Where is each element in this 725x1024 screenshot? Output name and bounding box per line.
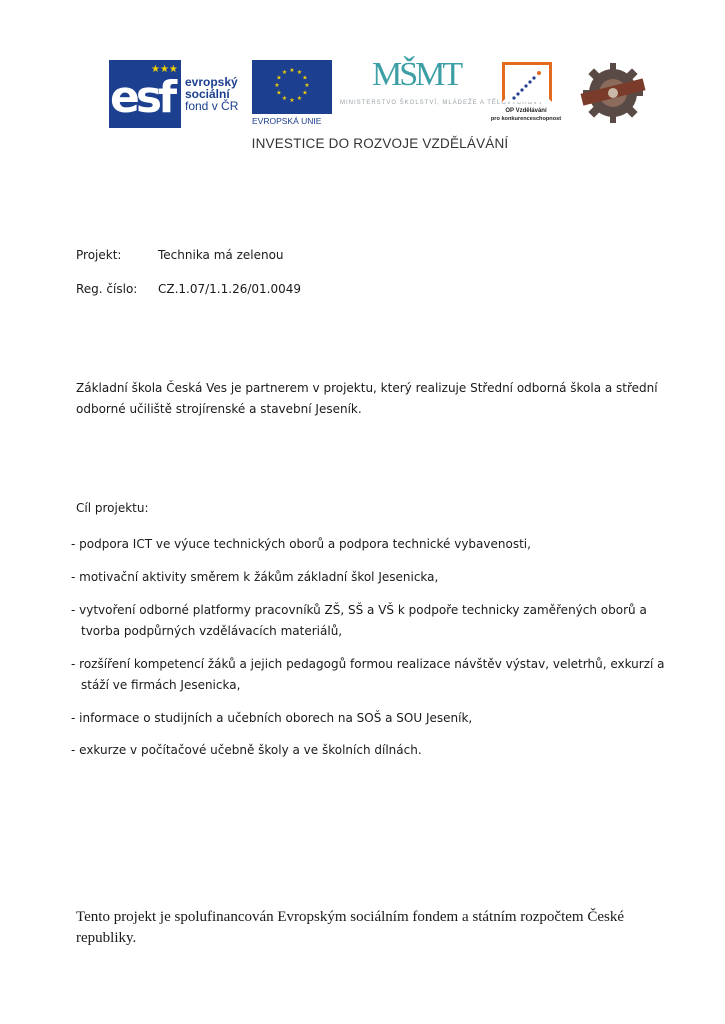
goal-item-text: - podpora ICT ve výuce technických oborů a podpora technické vybavenosti, [71, 537, 531, 551]
project-label: Projekt: [76, 248, 122, 262]
svg-text:★: ★ [281, 69, 288, 76]
op-vzdelavani-logo [480, 58, 572, 126]
svg-text:★: ★ [302, 74, 308, 82]
goal-item [71, 534, 671, 555]
esf-logo-mark [109, 60, 181, 128]
svg-text:★: ★ [296, 95, 303, 102]
goal-item-continuation: tvorba podpůrných vzdělávacích materiálů, [81, 624, 343, 638]
school-gear-logo [575, 60, 651, 126]
svg-text:★: ★ [302, 89, 308, 97]
partner-paragraph: Základní škola Česká Ves je partnerem v projektu, který realizuje Střední odborná škola a střední odborné učiliště strojírenské a stavební Jeseník. [76, 381, 658, 416]
esf-logo-letters: esf [110, 72, 174, 123]
op-logo-line1: OP Vzdělávání [505, 108, 547, 114]
cofinance-note: Tento projekt je spolufinancován Evropským sociálním fondem a státním rozpočtem České republiky. [76, 909, 624, 946]
esf-logo-line2: sociální [185, 87, 230, 101]
goal-item [71, 740, 671, 761]
msmt-logo-caption: MINISTERSTVO ŠKOLSTVÍ, MLÁDEŽE A TĚLOVÝCHOVY [340, 100, 544, 106]
esf-logo-line1: evropský [185, 75, 238, 89]
goal-item-text: - rozšíření kompetencí žáků a jejich pedagogů formou realizace návštěv výstav, veletrhů, exkurzí a [71, 657, 665, 671]
op-dots-icon [508, 68, 548, 102]
goal-item-continuation: stáží ve firmách Jesenicka, [81, 678, 241, 692]
eu-flag-icon [252, 60, 332, 114]
svg-text:★: ★ [289, 97, 295, 104]
goal-item [71, 708, 671, 729]
goal-item [71, 600, 671, 642]
gear-icon [575, 60, 651, 126]
goal-item-text: - motivační aktivity směrem k žákům základní škol Jesenicka, [71, 570, 439, 584]
svg-text:★: ★ [304, 82, 310, 89]
svg-text:★: ★ [274, 82, 280, 89]
msmt-logo-mark: MŠMT [372, 56, 461, 93]
op-logo-line2: pro konkurenceschopnost [490, 116, 562, 122]
svg-text:★: ★ [276, 89, 282, 97]
goals-heading: Cíl projektu: [76, 501, 149, 515]
goal-item-text: - exkurze v počítačové učebně školy a ve školních dílnách. [71, 743, 422, 757]
goal-item [71, 654, 671, 696]
svg-text:★: ★ [289, 67, 295, 74]
esf-logo-text [185, 76, 238, 112]
svg-text:★: ★ [281, 95, 288, 102]
goal-item [71, 567, 671, 588]
esf-logo-line3: fond v ČR [185, 99, 239, 113]
eu-logo-caption: EVROPSKÁ UNIE [252, 116, 322, 126]
registration-number: CZ.1.07/1.1.26/01.0049 [158, 282, 302, 296]
registration-label: Reg. číslo: [76, 282, 138, 296]
goal-item-text: - vytvoření odborné platformy pracovníků ZŠ, SŠ a VŠ k podpoře technicky zaměřených oborů a [71, 603, 647, 617]
goal-item-text: - informace o studijních a učebních oborech na SOŠ a SOU Jeseník, [71, 711, 473, 725]
esf-logo [109, 60, 245, 128]
eu-logo [252, 60, 332, 128]
esf-stars-icon: ★★★ [151, 64, 178, 75]
project-name: Technika má zelenou [158, 248, 284, 262]
svg-text:★: ★ [296, 69, 303, 76]
svg-text:★: ★ [276, 74, 282, 82]
investice-title: INVESTICE DO ROZVOJE VZDĚLÁVÁNÍ [251, 136, 509, 151]
